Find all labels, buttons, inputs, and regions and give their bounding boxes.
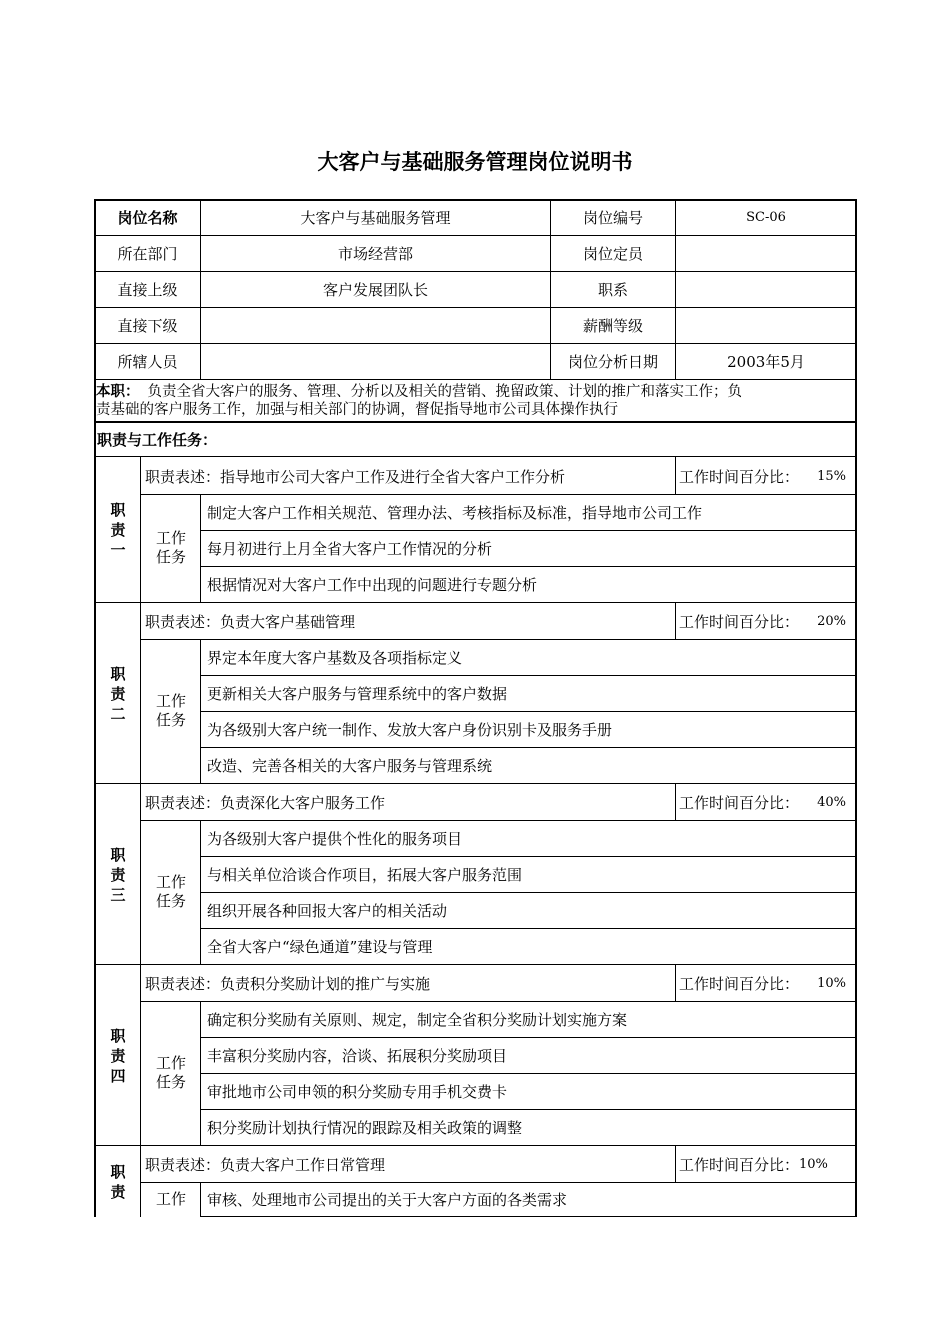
duty-3-task-1: 为各级别大客户提供个性化的服务项目 (207, 830, 463, 848)
duty-4-percentage: 工作时间百分比： 10% (679, 974, 846, 993)
duty-3-task-4: 全省大客户“绿色通道”建设与管理 (207, 938, 433, 956)
value-staff (201, 344, 550, 379)
duty-3-percentage: 工作时间百分比： 40% (679, 793, 846, 812)
label-position-code: 岗位编号 (582, 209, 643, 227)
label-job-family: 职系 (597, 281, 628, 299)
duty-3-task-2: 与相关单位洽谈合作项目，拓展大客户服务范围 (207, 866, 523, 884)
duty-3-label: 职 责 三 (110, 846, 126, 904)
duty-1-task-3: 根据情况对大客户工作中出现的问题进行专题分析 (207, 576, 538, 594)
column-divider (675, 457, 676, 494)
duty-1-task-1: 制定大客户工作相关规范、管理办法、考核指标及标准，指导地市公司工作 (207, 504, 703, 522)
duty-4-task-4: 积分奖励计划执行情况的跟踪及相关政策的调整 (207, 1119, 523, 1137)
duty-5-description: 职责表述：负责大客户工作日常管理 (145, 1155, 386, 1174)
duty-4-task-1: 确定积分奖励有关原则、规定，制定全省积分奖励计划实施方案 (207, 1011, 628, 1029)
duty-5-task-1: 审核、处理地市公司提出的关于大客户方面的各类需求 (207, 1191, 568, 1209)
duty-4-task-3: 审批地市公司申领的积分奖励专用手机交费卡 (207, 1083, 508, 1101)
value-position-name: 大客户与基础服务管理 (300, 209, 451, 227)
duties-heading: 职责与工作任务： (97, 430, 218, 449)
column-divider (675, 1146, 676, 1182)
duty-4-label: 职 责 四 (110, 1027, 126, 1085)
duty-1-label: 职 责 一 (110, 501, 126, 559)
duty-5-percentage: 工作时间百分比： 10% (679, 1155, 828, 1174)
value-direct-superior: 客户发展团队长 (322, 281, 428, 299)
duty-1-work-task-label: 工作 任务 (155, 529, 186, 566)
duty-5-work-task-label: 工作 (155, 1190, 186, 1208)
duty-2-task-2: 更新相关大客户服务与管理系统中的客户数据 (207, 685, 508, 703)
duty-2-task-1: 界定本年度大客户基数及各项指标定义 (207, 649, 463, 667)
core-responsibility (96, 383, 854, 419)
duty-4-task-2: 丰富积分奖励内容，洽谈、拓展积分奖励项目 (207, 1047, 508, 1065)
column-divider (675, 603, 676, 639)
duty-3-task-3: 组织开展各种回报大客户的相关活动 (207, 902, 448, 920)
label-salary-grade: 薪酬等级 (582, 317, 643, 335)
label-position-name: 岗位名称 (117, 209, 178, 227)
label-direct-superior: 直接上级 (117, 281, 178, 299)
label-analysis-date: 岗位分析日期 (567, 353, 658, 371)
duty-1-description: 职责表述：指导地市公司大客户工作及进行全省大客户工作分析 (145, 467, 566, 486)
duty-4-work-task-label: 工作 任务 (155, 1054, 186, 1091)
value-analysis-date: 2003年5月 (727, 353, 805, 371)
label-direct-subordinate: 直接下级 (117, 317, 178, 335)
value-job-family (676, 272, 856, 307)
column-divider (675, 965, 676, 1001)
duty-2-description: 职责表述：负责大客户基础管理 (145, 612, 356, 631)
duty-3-description: 职责表述：负责深化大客户服务工作 (145, 793, 386, 812)
core-responsibility-label: 本职： (96, 384, 140, 400)
duty-2-label: 职 责 二 (110, 665, 126, 723)
value-department: 市场经营部 (337, 245, 413, 263)
core-responsibility-line2: 责基础的客户服务工作，加强与相关部门的协调，督促指导地市公司具体操作执行 (96, 402, 618, 418)
label-department: 所在部门 (117, 245, 178, 263)
row-divider (200, 1216, 857, 1217)
value-salary-grade (676, 308, 856, 343)
duty-1-task-2: 每月初进行上月全省大客户工作情况的分析 (207, 540, 493, 558)
label-headcount: 岗位定员 (582, 245, 643, 263)
duty-1-percentage: 工作时间百分比： 15% (679, 467, 846, 486)
duty-3-work-task-label: 工作 任务 (155, 873, 186, 910)
duty-2-work-task-label: 工作 任务 (155, 692, 186, 729)
label-staff: 所辖人员 (117, 353, 178, 371)
column-divider (675, 784, 676, 820)
value-position-code: SC-06 (746, 210, 786, 225)
row-divider (94, 379, 857, 380)
section-divider (94, 456, 857, 457)
duty-2-task-4: 改造、完善各相关的大客户服务与管理系统 (207, 757, 493, 775)
page-title: 大客户与基础服务管理岗位说明书 (317, 150, 633, 174)
duty-2-percentage: 工作时间百分比： 20% (679, 612, 846, 631)
duty-2-task-3: 为各级别大客户统一制作、发放大客户身份识别卡及服务手册 (207, 721, 613, 739)
duty-5-label: 职 责 (110, 1163, 126, 1201)
value-headcount (676, 236, 856, 271)
duty-4-description: 职责表述：负责积分奖励计划的推广与实施 (145, 974, 431, 993)
value-direct-subordinate (201, 308, 550, 343)
column-divider (140, 457, 141, 1217)
core-responsibility-line1: 负责全省大客户的服务、管理、分析以及相关的营销、挽留政策、计划的推广和落实工作；负 (147, 384, 742, 400)
